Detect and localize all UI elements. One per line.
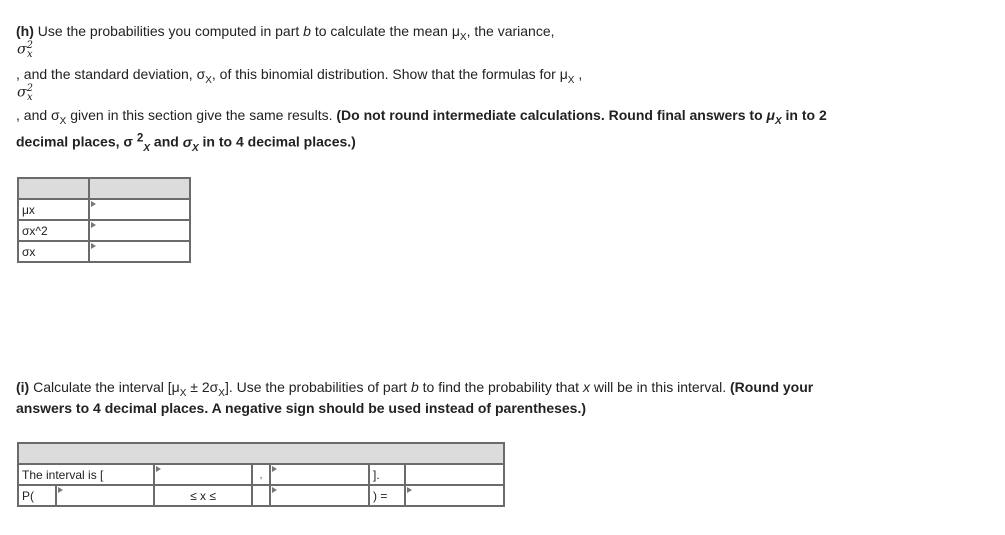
table-row [18,199,190,220]
p-open-label: P( [18,485,56,506]
row-label: σx [18,241,89,262]
table-row [18,485,504,506]
header-cell [18,443,504,464]
std-dev-input[interactable] [90,242,189,261]
part-i-line1: (i) Calculate the interval $[\mu_X \pm 2\sigma_X]$. Use the probabilities of part b to find the probability that x will be in this interval. (Round your [16,379,814,399]
row-label: σx^2 [18,220,89,241]
part-h-line3: , and $\sigma_X$ given in this section give the same results. (Do not round intermediate calculations. Round final answers to $\mu_X$ in to 2 [16,107,827,127]
part-h-line1: (h) Use the probabilities you computed in part b to calculate the mean $\mu_X$, the variance, [16,23,555,43]
sigma-x-squared: $\sigma^2_x$ [17,83,33,104]
close-bracket-label: ]. [369,464,405,485]
header-cell [89,178,190,199]
interval-lower-input[interactable] [155,465,251,484]
p-lower-input[interactable] [57,486,153,505]
part-i-line2: answers to 4 decimal places. A negative sign should be used instead of parentheses.) [16,400,587,416]
variance-input[interactable] [90,221,189,240]
mean-input[interactable] [90,200,189,219]
part-h-line2: , and the standard deviation, $\sigma_X$, of this binomial distribution. Show that the formulas for $\mu_X$ , [16,66,583,86]
table-row [18,464,504,485]
sigma-x-squared: $\sigma^2_x$ [17,40,33,61]
probability-input[interactable] [406,486,503,505]
part-h-line4: decimal places, σ $^2_X$ and $\sigma_X$ in to 4 decimal places.) [16,131,356,154]
answer-table-h [17,177,191,263]
row-label: μx [18,199,89,220]
interval-label: The interval is [ [18,464,154,485]
empty-cell [252,485,270,506]
interval-upper-input[interactable] [271,465,368,484]
table-row [18,220,190,241]
equals-label: ) = [369,485,405,506]
p-upper-input[interactable] [271,486,368,505]
answer-table-i [17,442,505,507]
empty-cell [405,464,504,485]
comma-label: , [252,464,270,485]
le-x-le-label: ≤ x ≤ [154,485,252,506]
header-cell [18,178,89,199]
table-row [18,241,190,262]
